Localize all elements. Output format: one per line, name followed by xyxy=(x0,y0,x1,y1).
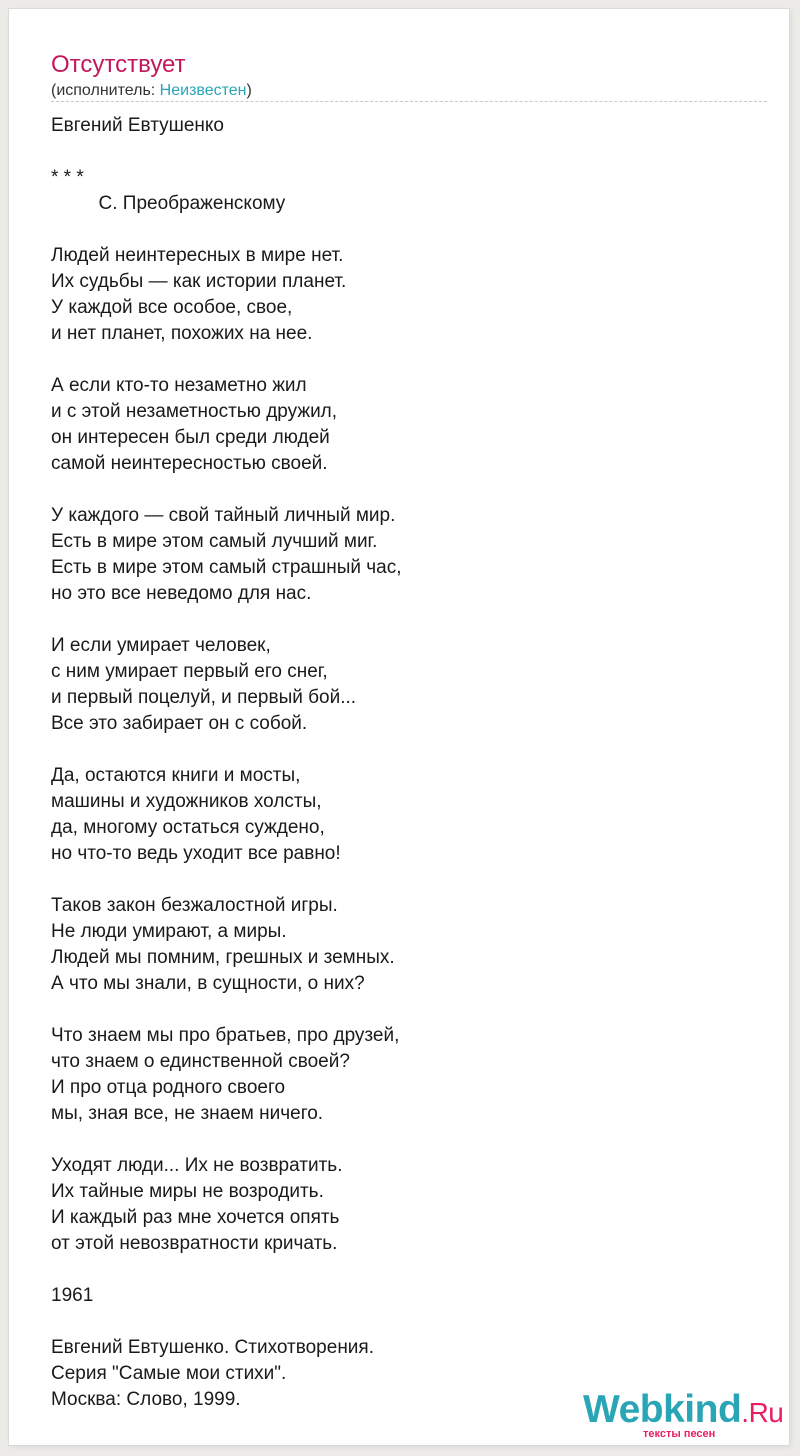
artist-line xyxy=(51,81,252,101)
logo-subtitle: тексты песен xyxy=(643,1428,716,1440)
artist-link[interactable]: Неизвестен xyxy=(159,82,247,99)
artist-prefix: (исполнитель: xyxy=(51,82,160,99)
content-card xyxy=(9,9,789,1445)
divider xyxy=(51,101,767,102)
logo-main-text: Webkind xyxy=(583,1388,742,1431)
page-title: Отсутствует xyxy=(51,51,186,78)
lyrics-text: Евгений Евтушенко * * * С. Преображенскому Людей неинтересных в мире нет. Их судьбы — как истории планет. У каждой все особое, свое, и нет планет, похожих на нее. А если кто-то незаметно жил и с этой незаметностью дружил, он интересен был среди людей самой неинтересностью своей. У каждого — свой тайный личный мир. Есть в мире этом самый лучший миг. Есть в мире этом самый страшный час, но это все неведомо для нас. И если умирает человек, с ним умирает первый его снег, и первый поцелуй, и первый бой... Все это забирает он с собой. Да, остаются книги и мосты, машины и художников холсты, да, многому остаться суждено, но что-то ведь уходит все равно! Таков закон безжалостной игры. Не люди умирают, а миры. Людей мы помним, грешных и земных. А что мы знали, в сущности, о них? Что знаем мы про братьев, про друзей, что знаем о единственной своей? И про отца родного своего мы, зная все, не знаем ничего. Уходят люди... Их не возвратить. Их тайные миры не возродить. И каждый раз мне хочется опять от этой невозвратности кричать. 1961 Евгений Евтушенко. Стихотворения. Серия "Самые мои стихи". Москва: Слово, 1999. xyxy=(51,115,402,1410)
site-logo[interactable] xyxy=(583,1388,783,1444)
logo-tld: .Ru xyxy=(741,1397,784,1428)
artist-suffix: ) xyxy=(246,82,252,99)
